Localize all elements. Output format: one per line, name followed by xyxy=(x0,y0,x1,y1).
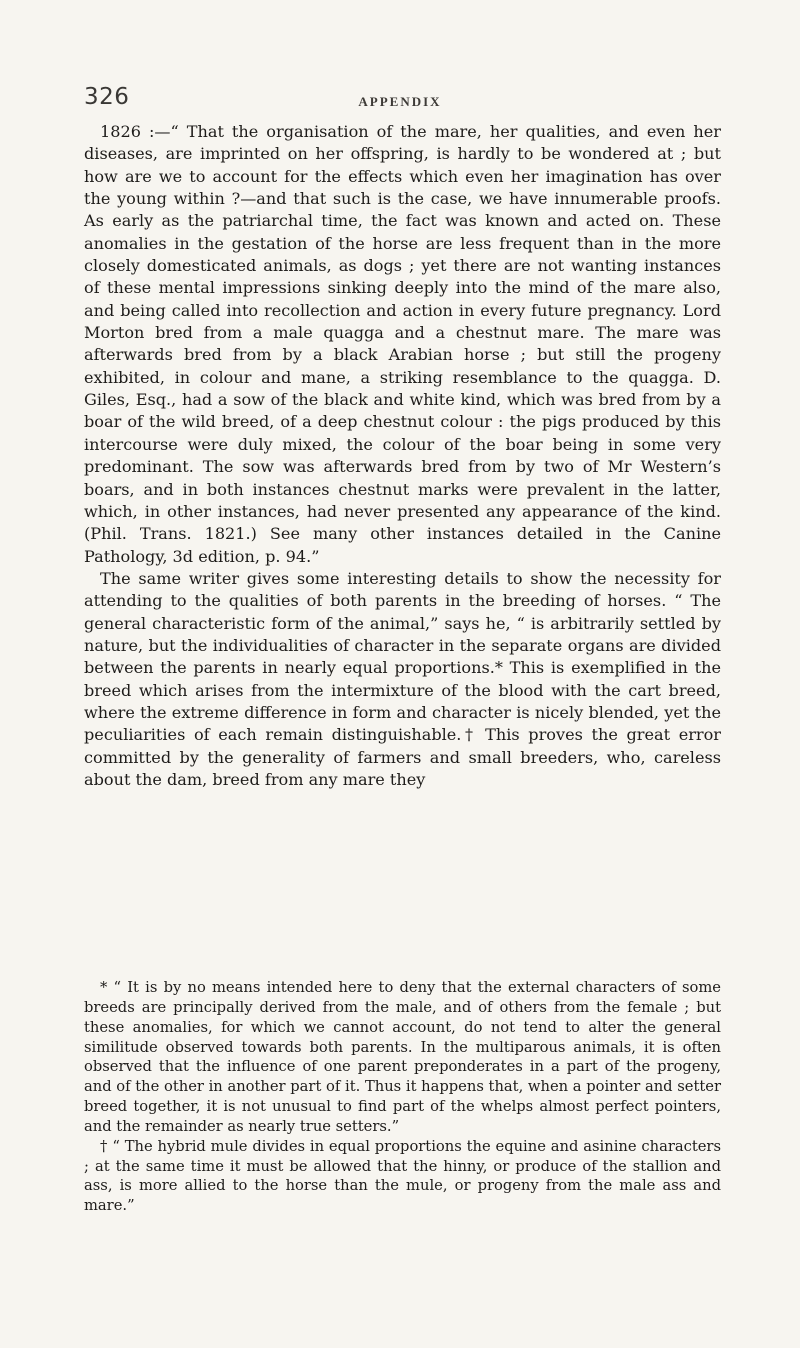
footnotes xyxy=(84,978,721,1216)
footnote: * “ It is by no means intended here to deny that the external characters of some breeds are principally derived from the male, and of others from the female ; but these anomalies, for which we cannot account, do not tend to alter the general similitude observed towards both parents. In the multiparous animals, it is often observed that the influence of one parent preponderates in a part of the progeny, and of the other in another part of it. Thus it happens that, when a pointer and setter breed together, it is not unusual to find part of the whelps almost perfect pointers, and the remainder as nearly true setters.” xyxy=(84,979,721,1135)
footnote: † “ The hybrid mule divides in equal proportions the equine and asinine characters ; at the same time it must be allowed that the hinny, or produce of the stallion and ass, is more allied to the horse than the mule, or progeny from the male ass and mare.” xyxy=(84,1137,721,1215)
main-text xyxy=(84,121,721,791)
running-head: APPENDIX xyxy=(358,94,442,109)
paragraph: The same writer gives some interesting details to show the necessity for attending to the qualities of both parents in the breeding of horses. “ The general characteristic form of the animal,” says he, “ is arbitrarily settled by nature, but the individualities of character in the separate organs are divided between the parents in nearly equal proportions.* This is exemplified in the breed which arises from the intermixture of the blood with the cart breed, where the extreme difference in form and character is nicely blended, yet the peculiarities of each remain distinguishable.† This proves the great error committed by the generality of farmers and small breeders, who, careless about the dam, breed from any mare they xyxy=(84,568,721,789)
page-number: 326 xyxy=(84,84,130,110)
paragraph: 1826 :—“ That the organisation of the mare, her qualities, and even her diseases, are imprinted on her offspring, is hardly to be wondered at ; but how are we to account for the effects which even her imagination has over the young within ?—and that such is the case, we have innumerable proofs. As early as the patriarchal time, the fact was known and acted on. These anomalies in the gestation of the horse are less frequent than in the more closely domesticated animals, as dogs ; yet there are not wanting instances of these mental impressions sinking deeply into the mind of the mare also, and being called into recollection and action in every future pregnancy. Lord Morton bred from a male quagga and a chestnut mare. The mare was afterwards bred from by a black Arabian horse ; but still the progeny exhibited, in colour and mane, a striking resemblance to the quagga. D. Giles, Esq., had a sow of the black and white kind, which was bred from by a boar of the wild breed, of a deep chestnut colour : the pigs produced by this intercourse were duly mixed, the colour of the boar being in some very predominant. The sow was afterwards bred from by two of Mr Western’s boars, and in both instances chestnut marks were prevalent in the latter, which, in other instances, had never presented any appearance of the kind. (Phil. Trans. 1821.) See many other instances detailed in the Canine Pathology, 3d edition, p. 94.” xyxy=(84,122,721,566)
